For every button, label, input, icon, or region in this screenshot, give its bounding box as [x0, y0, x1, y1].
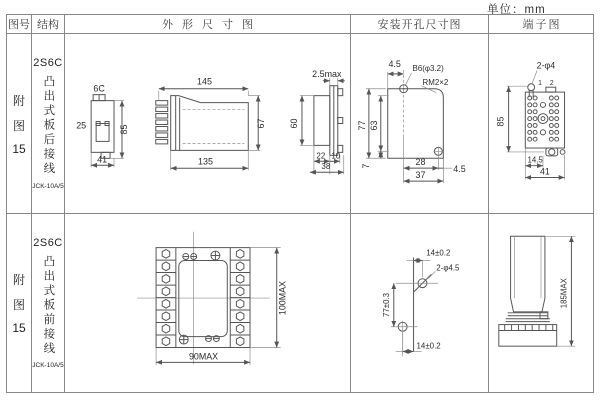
sub-model-label: JCK-10A/5 [32, 182, 64, 190]
hole-spec-label: B6(φ3.2) [412, 63, 444, 73]
dim-label: 2.5max [312, 68, 342, 79]
dim-label: 60 [289, 118, 299, 129]
dim-label: 4.5 [388, 58, 401, 69]
hole-spec-label: 2-φ4 [536, 60, 556, 71]
structure-row2 [32, 214, 65, 392]
pin-number: 1 [538, 80, 542, 88]
dim-label: 25 [76, 120, 87, 131]
header-mounting: 安装开孔尺寸图 [351, 15, 489, 34]
sub-model-label: JCK-10A/5 [32, 362, 64, 370]
terminal-cell-row1 [489, 34, 593, 214]
relay-side-view [499, 236, 557, 346]
mounting-cell-row1 [351, 34, 489, 214]
terminal-holes [528, 96, 559, 141]
terminal-drawing-rear-wiring [489, 34, 593, 213]
dim-label: 4.5 [453, 164, 466, 175]
socket-body [156, 248, 250, 348]
dim-label: 38 [321, 162, 331, 172]
fig-char: 附 [12, 93, 25, 108]
fig-char: 图 [12, 118, 25, 133]
fig-char: 15 [12, 321, 26, 335]
mounting-cell-row2 [351, 214, 489, 392]
outline-cell-row1 [65, 34, 351, 214]
dim-label: 77 [356, 120, 367, 131]
header-terminal: 端子图 [489, 15, 593, 34]
pin-number: 2 [549, 80, 554, 88]
dim-label: 135 [198, 156, 213, 167]
header-fig-no: 图号 [7, 15, 32, 34]
dim-label: 145 [197, 76, 212, 87]
dim-label: 63 [368, 120, 379, 131]
header-structure: 结构 [32, 15, 65, 34]
structure-row1 [32, 34, 65, 214]
fig-char: 图 [12, 298, 25, 312]
wiring-type-label: 凸出式板后接线 [42, 75, 55, 177]
fig-number-row1 [7, 34, 32, 214]
dim-label: 41 [97, 154, 108, 165]
dim-label: 185MAX [559, 278, 569, 309]
fig-char: 附 [12, 273, 25, 287]
mounting-drawing-front-wiring [351, 214, 488, 392]
mounting-drawing-rear-wiring [351, 34, 488, 213]
dim-label: 14±0.2 [416, 341, 441, 351]
dim-label: 10 [331, 151, 341, 161]
dim-label: 6C [93, 83, 105, 94]
outline-drawing-front-wiring [65, 214, 350, 392]
dim-label: 100MAX [277, 281, 288, 316]
wiring-type-label: 凸出式板前接线 [42, 254, 55, 357]
dim-label: 41 [540, 166, 550, 177]
dim-label: 14±0.2 [426, 248, 451, 258]
dim-label: 37 [415, 170, 426, 181]
terminal-cell-row2 [489, 214, 593, 392]
dim-label: 90MAX [188, 351, 219, 362]
dim-label: 77±0.3 [381, 292, 391, 318]
dim-label: 28 [415, 157, 426, 168]
dimension-lines [394, 260, 436, 353]
fig-number-row2 [7, 214, 32, 392]
header-outline: 外形尺寸图 [65, 15, 351, 34]
dim-label: 85 [495, 116, 506, 127]
dim-label: 22 [316, 151, 326, 161]
unit-label: 单位：mm [487, 4, 546, 16]
model-label: 2S6C [33, 57, 63, 70]
model-label: 2S6C [33, 236, 63, 249]
drawing-table [6, 14, 594, 393]
terminal-drawing-front-wiring [489, 214, 593, 392]
fig-char: 15 [12, 141, 26, 156]
dim-label: 85 [118, 124, 129, 135]
dim-label: 7 [360, 163, 371, 169]
dim-label: 14.5 [527, 155, 543, 165]
outline-drawing-rear-wiring [65, 34, 350, 213]
hole-spec-label: 2-φ4.5 [436, 263, 460, 273]
terminal-block [525, 71, 565, 156]
terminal-row-dividers [156, 260, 250, 335]
dim-label: 67 [256, 118, 267, 129]
outline-cell-row2 [65, 214, 351, 392]
thread-spec-label: RM2×2 [422, 77, 449, 87]
